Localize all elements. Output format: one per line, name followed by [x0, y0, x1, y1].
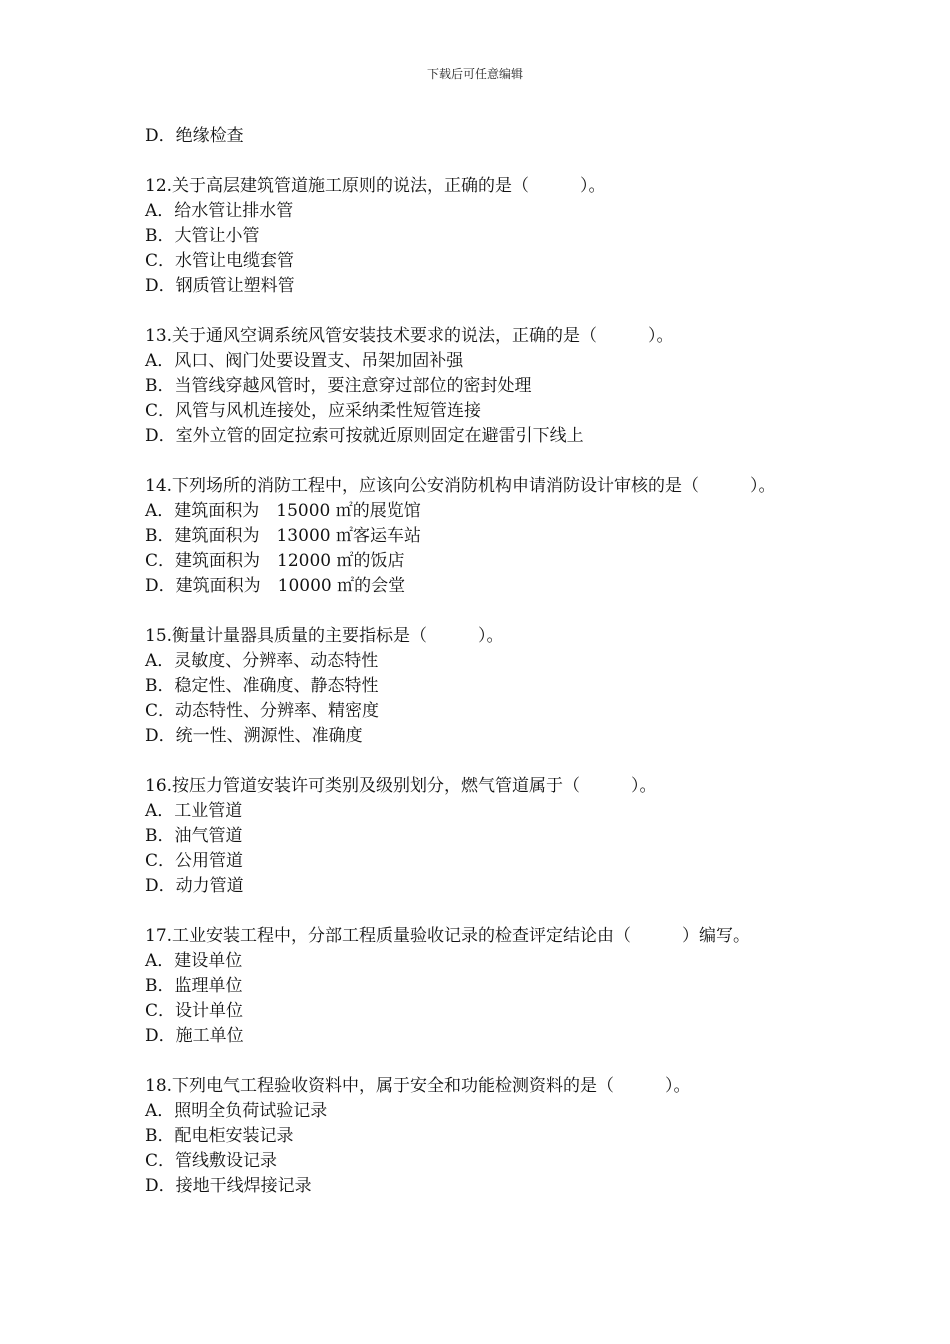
- question-stem: 15.衡量计量器具质量的主要指标是（ ）。: [145, 626, 504, 646]
- option-d: D．建筑面积为 10000 ㎡的会堂: [145, 576, 406, 596]
- option-a: A．工业管道: [145, 801, 243, 821]
- option-d: D．室外立管的固定拉索可按就近原则固定在避雷引下线上: [145, 426, 584, 446]
- option-a: A．照明全负荷试验记录: [145, 1101, 328, 1121]
- option-c: C．公用管道: [145, 851, 244, 871]
- question-stem: 17.工业安装工程中，分部工程质量验收记录的检查评定结论由（ ）编写。: [145, 926, 751, 946]
- question-14: [145, 474, 845, 599]
- question-stem: 16.按压力管道安装许可类别及级别划分，燃气管道属于（ ）。: [145, 776, 657, 796]
- option-d: D．钢质管让塑料管: [145, 276, 295, 296]
- option-d: D．接地干线焊接记录: [145, 1176, 312, 1196]
- question-12: [145, 174, 845, 299]
- question-stem: 12.关于高层建筑管道施工原则的说法，正确的是（ ）。: [145, 176, 606, 196]
- question-16: [145, 774, 845, 899]
- option-c: C．水管让电缆套管: [145, 251, 295, 271]
- page-header: 下载后可任意编辑: [426, 67, 523, 81]
- option-b: B．油气管道: [145, 826, 243, 846]
- option-c: C．动态特性、分辨率、精密度: [145, 701, 380, 721]
- option-c: C．建筑面积为 12000 ㎡的饭店: [145, 551, 405, 571]
- question-17: [145, 924, 845, 1049]
- option-b: B．当管线穿越风管时，要注意穿过部位的密封处理: [145, 376, 532, 396]
- option-a: A．风口、阀门处要设置支、吊架加固补强: [145, 351, 464, 371]
- question-stem: 14.下列场所的消防工程中，应该向公安消防机构申请消防设计审核的是（ ）。: [145, 476, 776, 496]
- option-b: B．稳定性、准确度、静态特性: [145, 676, 379, 696]
- option-c: C．风管与风机连接处，应采纳柔性短管连接: [145, 401, 482, 421]
- option-a: A．建设单位: [145, 951, 243, 971]
- option-b: B．大管让小管: [145, 226, 260, 246]
- question-13: [145, 324, 845, 449]
- leading-option: D．绝缘检查: [145, 126, 244, 146]
- option-b: B．监理单位: [145, 976, 243, 996]
- document-body: [145, 124, 845, 1199]
- option-c: C．设计单位: [145, 1001, 244, 1021]
- question-18: [145, 1074, 845, 1199]
- option-c: C．管线敷设记录: [145, 1151, 278, 1171]
- question-stem: 18.下列电气工程验收资料中，属于安全和功能检测资料的是（ ）。: [145, 1076, 691, 1096]
- option-b: B．配电柜安装记录: [145, 1126, 294, 1146]
- option-d: D．统一性、溯源性、准确度: [145, 726, 363, 746]
- question-15: [145, 624, 845, 749]
- question-stem: 13.关于通风空调系统风管安装技术要求的说法，正确的是（ ）。: [145, 326, 674, 346]
- option-a: A．建筑面积为 15000 ㎡的展览馆: [145, 501, 421, 521]
- option-d: D．动力管道: [145, 876, 244, 896]
- option-a: A．给水管让排水管: [145, 201, 294, 221]
- option-b: B．建筑面积为 13000 ㎡客运车站: [145, 526, 421, 546]
- option-d: D．施工单位: [145, 1026, 244, 1046]
- option-a: A．灵敏度、分辨率、动态特性: [145, 651, 379, 671]
